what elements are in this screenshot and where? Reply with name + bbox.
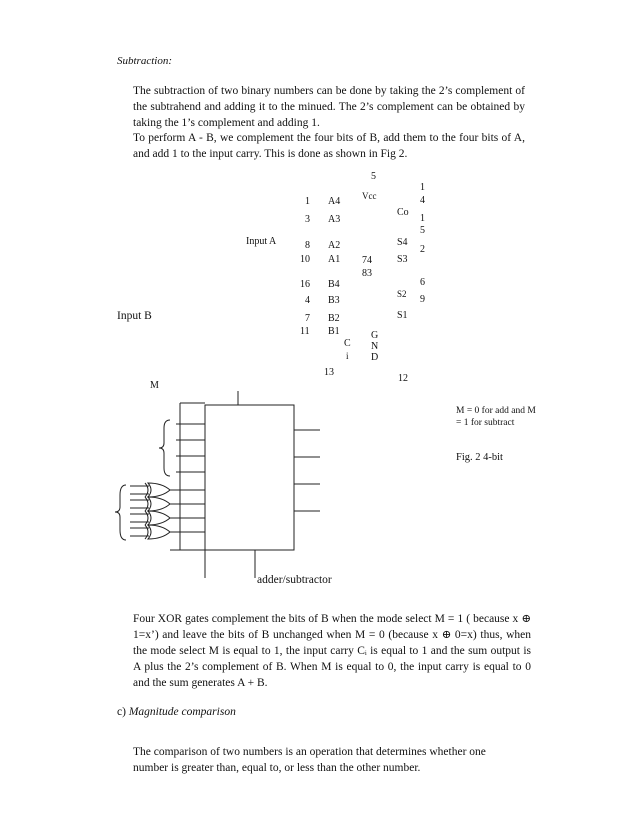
- b3-pin-number: 4: [305, 295, 310, 306]
- s4-pin-digit-2: 5: [420, 225, 425, 236]
- chip-number-line-2: 83: [362, 268, 372, 279]
- subtraction-paragraph-2: To perform A - B, we complement the four bits of B, add them to the four bits of A, and add 1 to the input carry. This is done as shown in Fig 2.: [133, 132, 525, 160]
- co-pin-digit-2: 4: [420, 195, 425, 206]
- figure-caption: Fig. 2 4-bit: [456, 452, 503, 463]
- adder-subtractor-caption: adder/subtractor: [257, 574, 332, 586]
- b1-label: B1: [328, 326, 340, 337]
- co-pin-digit-1: 1: [420, 182, 425, 193]
- b1-pin-number: 11: [300, 326, 310, 337]
- ci-pin-number: 13: [324, 367, 334, 378]
- magnitude-title: Magnitude comparison: [128, 706, 236, 718]
- mode-m-label: M: [150, 380, 159, 391]
- subtraction-paragraph-1: The subtraction of two binary numbers can be done by taking the 2’s complement of the subtrahend and adding it to the minued. The 2’s complement can be obtained by taking the 1’s complement and adding 1.: [133, 85, 525, 129]
- input-b-label: Input B: [117, 310, 152, 322]
- s4-label: S4: [397, 237, 408, 248]
- co-label: Co: [397, 207, 409, 218]
- b4-label: B4: [328, 279, 340, 290]
- section-title-subtraction: Subtraction:: [117, 55, 172, 67]
- gnd-letter-d: D: [371, 352, 379, 363]
- gnd-pin-number: 12: [398, 373, 408, 384]
- a1-label: A1: [328, 254, 341, 265]
- input-a-label: Input A: [246, 236, 277, 247]
- a4-pin-number: 1: [305, 196, 310, 207]
- adder-block: [205, 405, 294, 550]
- input-a-brace: [159, 420, 170, 476]
- chip-number-line-1: 74: [362, 255, 372, 266]
- b3-label: B3: [328, 295, 340, 306]
- b4-pin-number: 16: [300, 279, 310, 290]
- ci-subscript: i: [346, 351, 349, 361]
- mode-note: M = 0 for add and M = 1 for subtract: [456, 406, 536, 428]
- a2-pin-number: 8: [305, 240, 310, 251]
- s2-pin-number: 6: [420, 277, 425, 288]
- b2-label: B2: [328, 313, 340, 324]
- gnd-letter-n: N: [371, 341, 379, 352]
- a2-label: A2: [328, 240, 341, 251]
- magnitude-paragraph: The comparison of two numbers is an operation that determines whether one number is greater than, equal to, or less than the other number.: [133, 746, 486, 774]
- a4-label: A4: [328, 196, 341, 207]
- a3-pin-number: 3: [305, 214, 310, 225]
- s3-pin-number: 2: [420, 244, 425, 255]
- gnd-letter-g: G: [371, 330, 379, 341]
- vcc-label: Vcc: [362, 191, 377, 201]
- s1-label: S1: [397, 310, 408, 321]
- s1-pin-number: 9: [420, 294, 425, 305]
- xor-explanation-paragraph: Four XOR gates complement the bits of B when the mode select M = 1 ( because x ⊕ 1=x’) and leave the bits of B unchanged when M = 0 (because x ⊕ 0=x) thus, when the mode select M is equal to 1, the input carry Cᵢ is equal to 1 and the sum output is A plus the 2’s complement of B. When M is equal to 0, the input carry is equal to 0 and the sum generates A + B.: [133, 613, 531, 689]
- input-b-brace: [115, 485, 126, 540]
- xor-gates: [130, 483, 205, 539]
- s2-label: S2: [397, 289, 407, 299]
- ci-label: C: [344, 338, 351, 349]
- s4-pin-digit-1: 1: [420, 213, 425, 224]
- magnitude-prefix: c): [117, 706, 126, 718]
- vcc-pin-number: 5: [371, 171, 376, 182]
- b2-pin-number: 7: [305, 313, 310, 324]
- magnitude-section-heading: [117, 706, 236, 718]
- a3-label: A3: [328, 214, 341, 225]
- s3-label: S3: [397, 254, 408, 265]
- a1-pin-number: 10: [300, 254, 310, 265]
